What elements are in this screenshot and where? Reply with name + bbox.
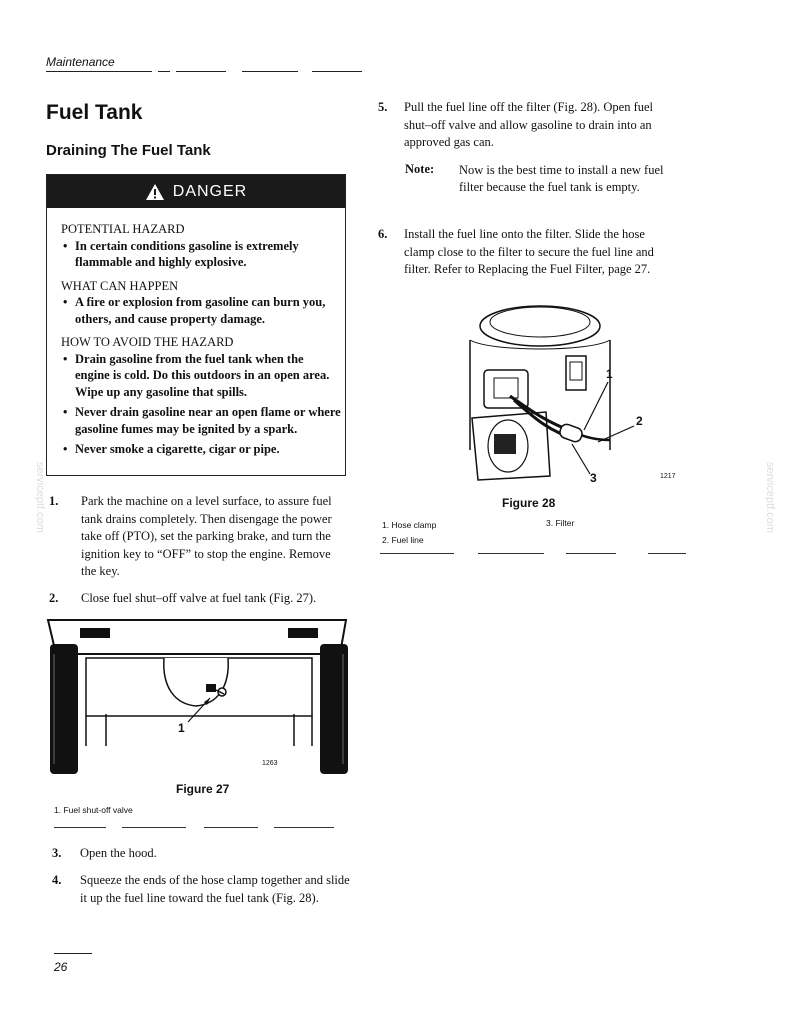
step-6 (378, 226, 678, 298)
figure-28-caption: 1. Hose clamp (382, 520, 437, 530)
header-rule (46, 71, 152, 72)
step-2 (49, 590, 349, 610)
note-text: Now is the best time to install a new fuel filter because the fuel tank is empty. (459, 163, 664, 194)
step-number: 2. (49, 591, 59, 605)
warning-triangle-icon (145, 183, 165, 201)
step-text: Install the fuel line onto the filter. Slide the hose clamp close to the filter to secure the fuel line and filter. Refer to Replacing the Fuel Filter, page 27. (404, 227, 654, 276)
figure-28-callout-3: 3 (590, 471, 597, 485)
step-text: Park the machine on a level surface, to assure fuel tank drains completely. Then disengage the power take off (PTO), set the parking brake, and turn the ignition key to “OFF” to stop the engine. Remove the key. (81, 494, 332, 578)
hazard-bullet: • In certain conditions gasoline is extremely flammable and highly explosive. (61, 238, 341, 271)
step-text: Close fuel shut–off valve at fuel tank (Fig. 27). (81, 591, 317, 605)
caption-rule (54, 827, 106, 828)
page-title: Fuel Tank (46, 101, 143, 124)
caption-rule (478, 553, 544, 554)
caption-rule (122, 827, 186, 828)
page-number: 26 (54, 960, 68, 974)
step-number: 5. (378, 100, 388, 114)
step-number: 1. (49, 494, 59, 508)
watermark-right: serviceptf.com (764, 462, 776, 533)
running-head: Maintenance (46, 55, 115, 69)
note-label: Note: (405, 162, 435, 176)
header-rule (158, 71, 170, 72)
hazard-bullet: • Never smoke a cigarette, cigar or pipe. (61, 441, 341, 458)
figure-28-id: 1217 (660, 473, 676, 480)
caption-rule (566, 553, 616, 554)
caption-rule (274, 827, 334, 828)
figure-28-caption: 3. Filter (546, 518, 575, 528)
hazard-heading: HOW TO AVOID THE HAZARD (61, 335, 234, 349)
figure-28-caption: 2. Fuel line (382, 535, 424, 545)
section-subtitle: Draining The Fuel Tank (46, 142, 211, 159)
figure-27-title: Figure 27 (176, 782, 230, 796)
header-rule (176, 71, 226, 72)
footer-rule (54, 953, 92, 954)
step-number: 6. (378, 227, 388, 241)
danger-label: DANGER (172, 182, 248, 200)
hazard-heading: POTENTIAL HAZARD (61, 222, 185, 236)
caption-rule (204, 827, 258, 828)
header-rule (242, 71, 298, 72)
watermark-left: serviceptf.com (34, 462, 46, 533)
figure-28-illustration (450, 300, 660, 492)
figure-28-title: Figure 28 (502, 496, 556, 510)
figure-28-callout-2: 2 (636, 414, 643, 428)
step-5 (378, 99, 678, 155)
step-number: 3. (52, 846, 62, 860)
step-number: 4. (52, 873, 62, 887)
hazard-bullet: • A fire or explosion from gasoline can burn you, others, and cause property damage. (61, 294, 341, 327)
step-text: Open the hood. (80, 846, 157, 860)
step-3 (52, 845, 352, 865)
step-text: Pull the fuel line off the filter (Fig. 28). Open fuel shut–off valve and allow gasoline to drain into an approved gas can. (404, 100, 654, 149)
figure-27-id: 1263 (262, 760, 278, 767)
danger-header (47, 175, 345, 208)
step-text: Squeeze the ends of the hose clamp together and slide it up the fuel line toward the fuel tank (Fig. 28). (80, 873, 350, 905)
header-rule (312, 71, 362, 72)
figure-27-caption: 1. Fuel shut-off valve (54, 805, 133, 815)
figure-27-illustration (46, 614, 352, 780)
caption-rule (648, 553, 686, 554)
danger-body (61, 221, 341, 462)
step-4 (52, 872, 352, 926)
step-1 (49, 493, 349, 579)
caption-rule (380, 553, 454, 554)
figure-28-callout-1: 1 (606, 367, 613, 381)
hazard-bullet: • Never drain gasoline near an open flame or where gasoline fumes may be ignited by a spark. (61, 404, 341, 437)
danger-box (46, 174, 346, 476)
hazard-bullet: • Drain gasoline from the fuel tank when the engine is cold. Do this outdoors in an open area. Wipe up any gasoline that spills. (61, 351, 341, 401)
figure-27-callout: 1 (178, 721, 185, 735)
hazard-heading: WHAT CAN HAPPEN (61, 278, 179, 293)
